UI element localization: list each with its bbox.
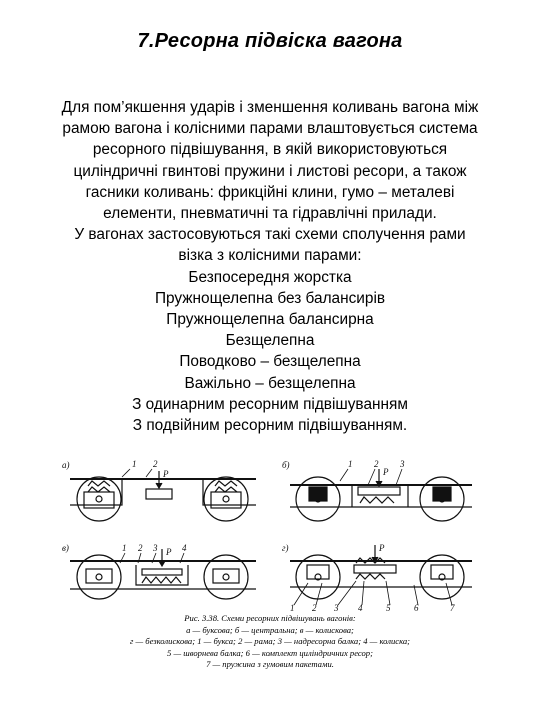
- scheme-item: Пружнощелепна балансирна: [166, 311, 374, 329]
- paragraph-line: ресорного підвішування, в якій використовуються: [92, 141, 448, 159]
- scheme-item: Безпосередня жорстка: [188, 268, 352, 286]
- load-label-v: P: [166, 547, 172, 557]
- paragraph-line: рамою вагона і колісними парами влаштовується система: [62, 120, 478, 138]
- callout-1: 1: [290, 603, 295, 611]
- caption-line: а — буксова; б — центральна; в — колискова;: [186, 624, 354, 635]
- scheme-panel-a: [62, 459, 256, 521]
- load-label-g: P: [379, 543, 385, 553]
- load-label-b: P: [383, 467, 389, 477]
- callout-7: 7: [450, 603, 455, 611]
- caption-line: 7 — пружина з гумовим пакетами.: [206, 659, 334, 670]
- callout-3: 3: [400, 459, 405, 469]
- scheme-item: З подвійним ресорним підвішуванням.: [132, 417, 408, 435]
- panel-label-a: а): [62, 460, 70, 470]
- caption-line: г — безколискова; 1 — букса; 2 — рама; 3 — надресорна балка; 4 — колиска;: [129, 636, 411, 647]
- paragraph-line: Для пом’якшення ударів і зменшення коливань вагона між: [61, 99, 479, 116]
- panel-label-v: в): [62, 543, 69, 553]
- slide-title: 7.Ресорна підвіска вагона: [137, 30, 403, 52]
- slide-body-text: [18, 97, 522, 436]
- caption-line: 5 — шворнева балка; 6 — комплект циліндричних ресор;: [167, 647, 373, 658]
- intro-line: У вагонах застосовуються такі схеми сполучення рами: [74, 226, 466, 244]
- scheme-item: Поводково – безщелепна: [179, 353, 361, 371]
- paragraph-line: елементи, пневматичні та гідравлічні прилади.: [103, 205, 437, 223]
- scheme-panel-v: [62, 543, 256, 599]
- panel-label-b: б): [282, 460, 290, 470]
- callout-2: 2: [312, 603, 317, 611]
- callout-1: 1: [132, 459, 137, 469]
- panel-label-g: г): [282, 543, 289, 553]
- callout-4: 4: [182, 543, 187, 553]
- paragraph-line: циліндричні гвинтові пружини і листові ресори, а також: [73, 162, 467, 180]
- callout-2: 2: [374, 459, 379, 469]
- callout-5: 5: [386, 603, 391, 611]
- callout-4: 4: [358, 603, 363, 611]
- scheme-panel-g: [282, 543, 472, 611]
- callout-1: 1: [122, 543, 127, 553]
- callout-6: 6: [414, 603, 419, 611]
- figure-caption: [0, 613, 540, 671]
- scheme-item: З одинарним ресорним підвішуванням: [132, 395, 408, 413]
- callout-3: 3: [153, 543, 158, 553]
- callout-2: 2: [138, 543, 143, 553]
- scheme-item: Пружнощелепна без балансирів: [154, 289, 386, 307]
- scheme-panel-b: [282, 459, 472, 521]
- paragraph-line: гасники коливань: фрикційні клини, гумо – металеві: [85, 183, 455, 201]
- intro-line: візка з колісними парами:: [178, 247, 362, 265]
- load-label-a: P: [163, 469, 169, 479]
- caption-line: Рис. 3.38. Схеми ресорних підвішувань вагонів:: [184, 613, 356, 623]
- suspension-schemes-figure: [60, 455, 480, 611]
- scheme-item: Важільно – безщелепна: [184, 374, 356, 392]
- callout-2: 2: [153, 459, 158, 469]
- callout-3: 3: [334, 603, 339, 611]
- callout-1: 1: [348, 459, 353, 469]
- scheme-item: Безщелепна: [225, 332, 315, 350]
